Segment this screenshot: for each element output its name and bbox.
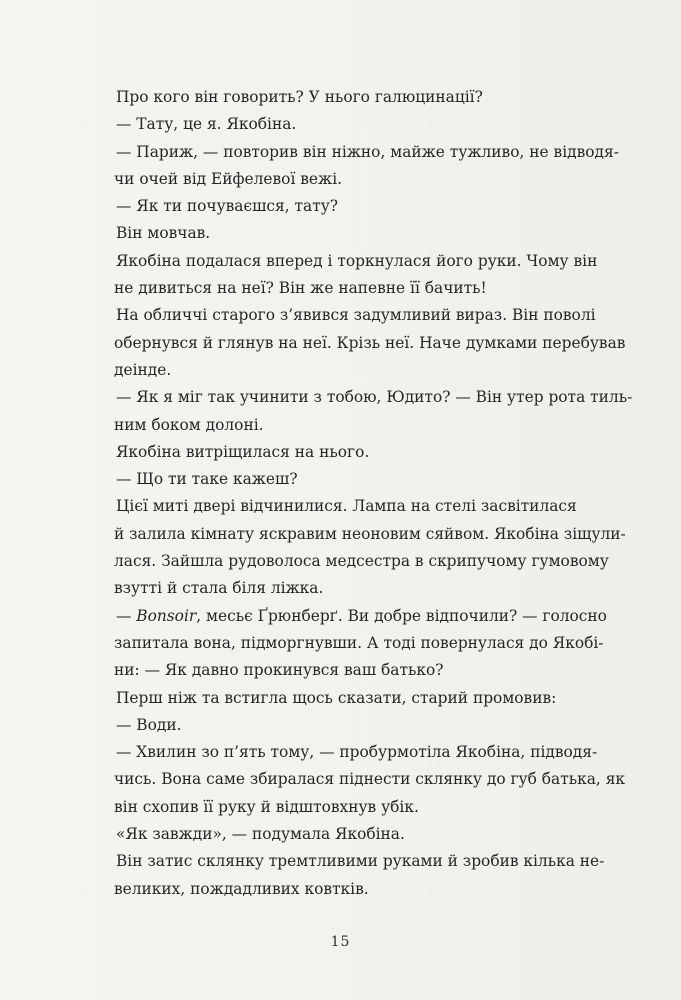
text-line: великих, пождадливих ковтків. xyxy=(114,879,369,898)
text-line: Про кого він говорить? У нього галюцинації? xyxy=(116,88,483,106)
text-line: — Що ти таке кажеш? xyxy=(116,470,298,489)
text-line: — Париж, — повторив він ніжно, майже тужливо, не відводя- xyxy=(116,142,619,161)
text-line: ни: — Як давно прокинувся ваш батько? xyxy=(114,661,444,680)
paragraph xyxy=(114,384,633,439)
text-line: й залила кімнату яскравим неоновим сяйвом. Якобіна зіщули- xyxy=(114,524,626,543)
text-line: деінде. xyxy=(114,360,172,379)
paragraph xyxy=(114,439,564,466)
paragraph xyxy=(114,821,564,848)
text-line: лася. Зайшла рудоволоса медсестра в скрипучому гумовому xyxy=(114,552,609,571)
text-line: Перш ніж та встигла щось сказати, старий промовив: xyxy=(116,688,557,707)
text-line: запитала вона, підморгнувши. А тоді повернулася до Якобі- xyxy=(114,633,604,652)
text-line: взутті й стала біля ліжка. xyxy=(114,579,324,598)
paragraph xyxy=(114,739,626,821)
text-line: чись. Вона саме збиралася піднести склянку до губ батька, як xyxy=(114,770,626,789)
text-line: Якобіна витріщилася на нього. xyxy=(116,442,370,461)
paragraph xyxy=(114,493,626,602)
text-line: — Як ти почуваєшся, тату? xyxy=(116,197,339,216)
text-line: — Хвилин зо п’ять тому, — пробурмотіла Якобіна, підводя- xyxy=(116,743,598,762)
paragraph xyxy=(114,193,564,220)
text-line: — Bonsoir, месьє Ґрюнберґ. Ви добре відпочили? — голосно xyxy=(116,606,607,625)
text-line: ним боком долоні. xyxy=(114,415,264,434)
italic-word: Bonsoir xyxy=(136,606,197,625)
paragraph xyxy=(114,603,607,685)
text-line: Він мовчав. xyxy=(116,224,211,243)
paragraph xyxy=(114,248,598,303)
text-line: «Як завжди», — подумала Якобіна. xyxy=(116,825,405,844)
text-line: він схопив її руку й відштовхнув убік. xyxy=(114,797,419,816)
text-line: На обличчі старого з’явився задумливий вираз. Він поволі xyxy=(116,306,596,325)
text-line: Цієї миті двері відчинилися. Лампа на стелі засвітилася xyxy=(116,497,577,516)
body-text xyxy=(114,84,633,903)
text-line: чи очей від Ейфелевої вежі. xyxy=(114,169,343,188)
paragraph xyxy=(114,139,619,194)
text-line: обернувся й глянув на неї. Крізь неї. Наче думками перебував xyxy=(114,333,626,352)
text-line: — Як я міг так учинити з тобою, Юдито? — Він утер рота тиль- xyxy=(116,388,633,407)
page-number: 15 xyxy=(330,934,351,950)
paragraph xyxy=(114,466,564,493)
paragraph xyxy=(114,302,626,384)
text-line: не дивиться на неї? Він же напевне її бачить! xyxy=(114,279,487,298)
text-line: — Тату, це я. Якобіна. xyxy=(116,115,297,134)
paragraph xyxy=(114,111,564,138)
text-line: — Води. xyxy=(116,715,182,734)
paragraph xyxy=(114,685,564,712)
paragraph xyxy=(114,84,564,111)
paragraph xyxy=(114,220,564,247)
text-line: Якобіна подалася вперед і торкнулася його руки. Чому він xyxy=(116,251,598,270)
text-line: Він затис склянку тремтливими руками й зробив кілька не- xyxy=(116,852,605,871)
paragraph xyxy=(114,848,605,903)
paragraph xyxy=(114,712,564,739)
